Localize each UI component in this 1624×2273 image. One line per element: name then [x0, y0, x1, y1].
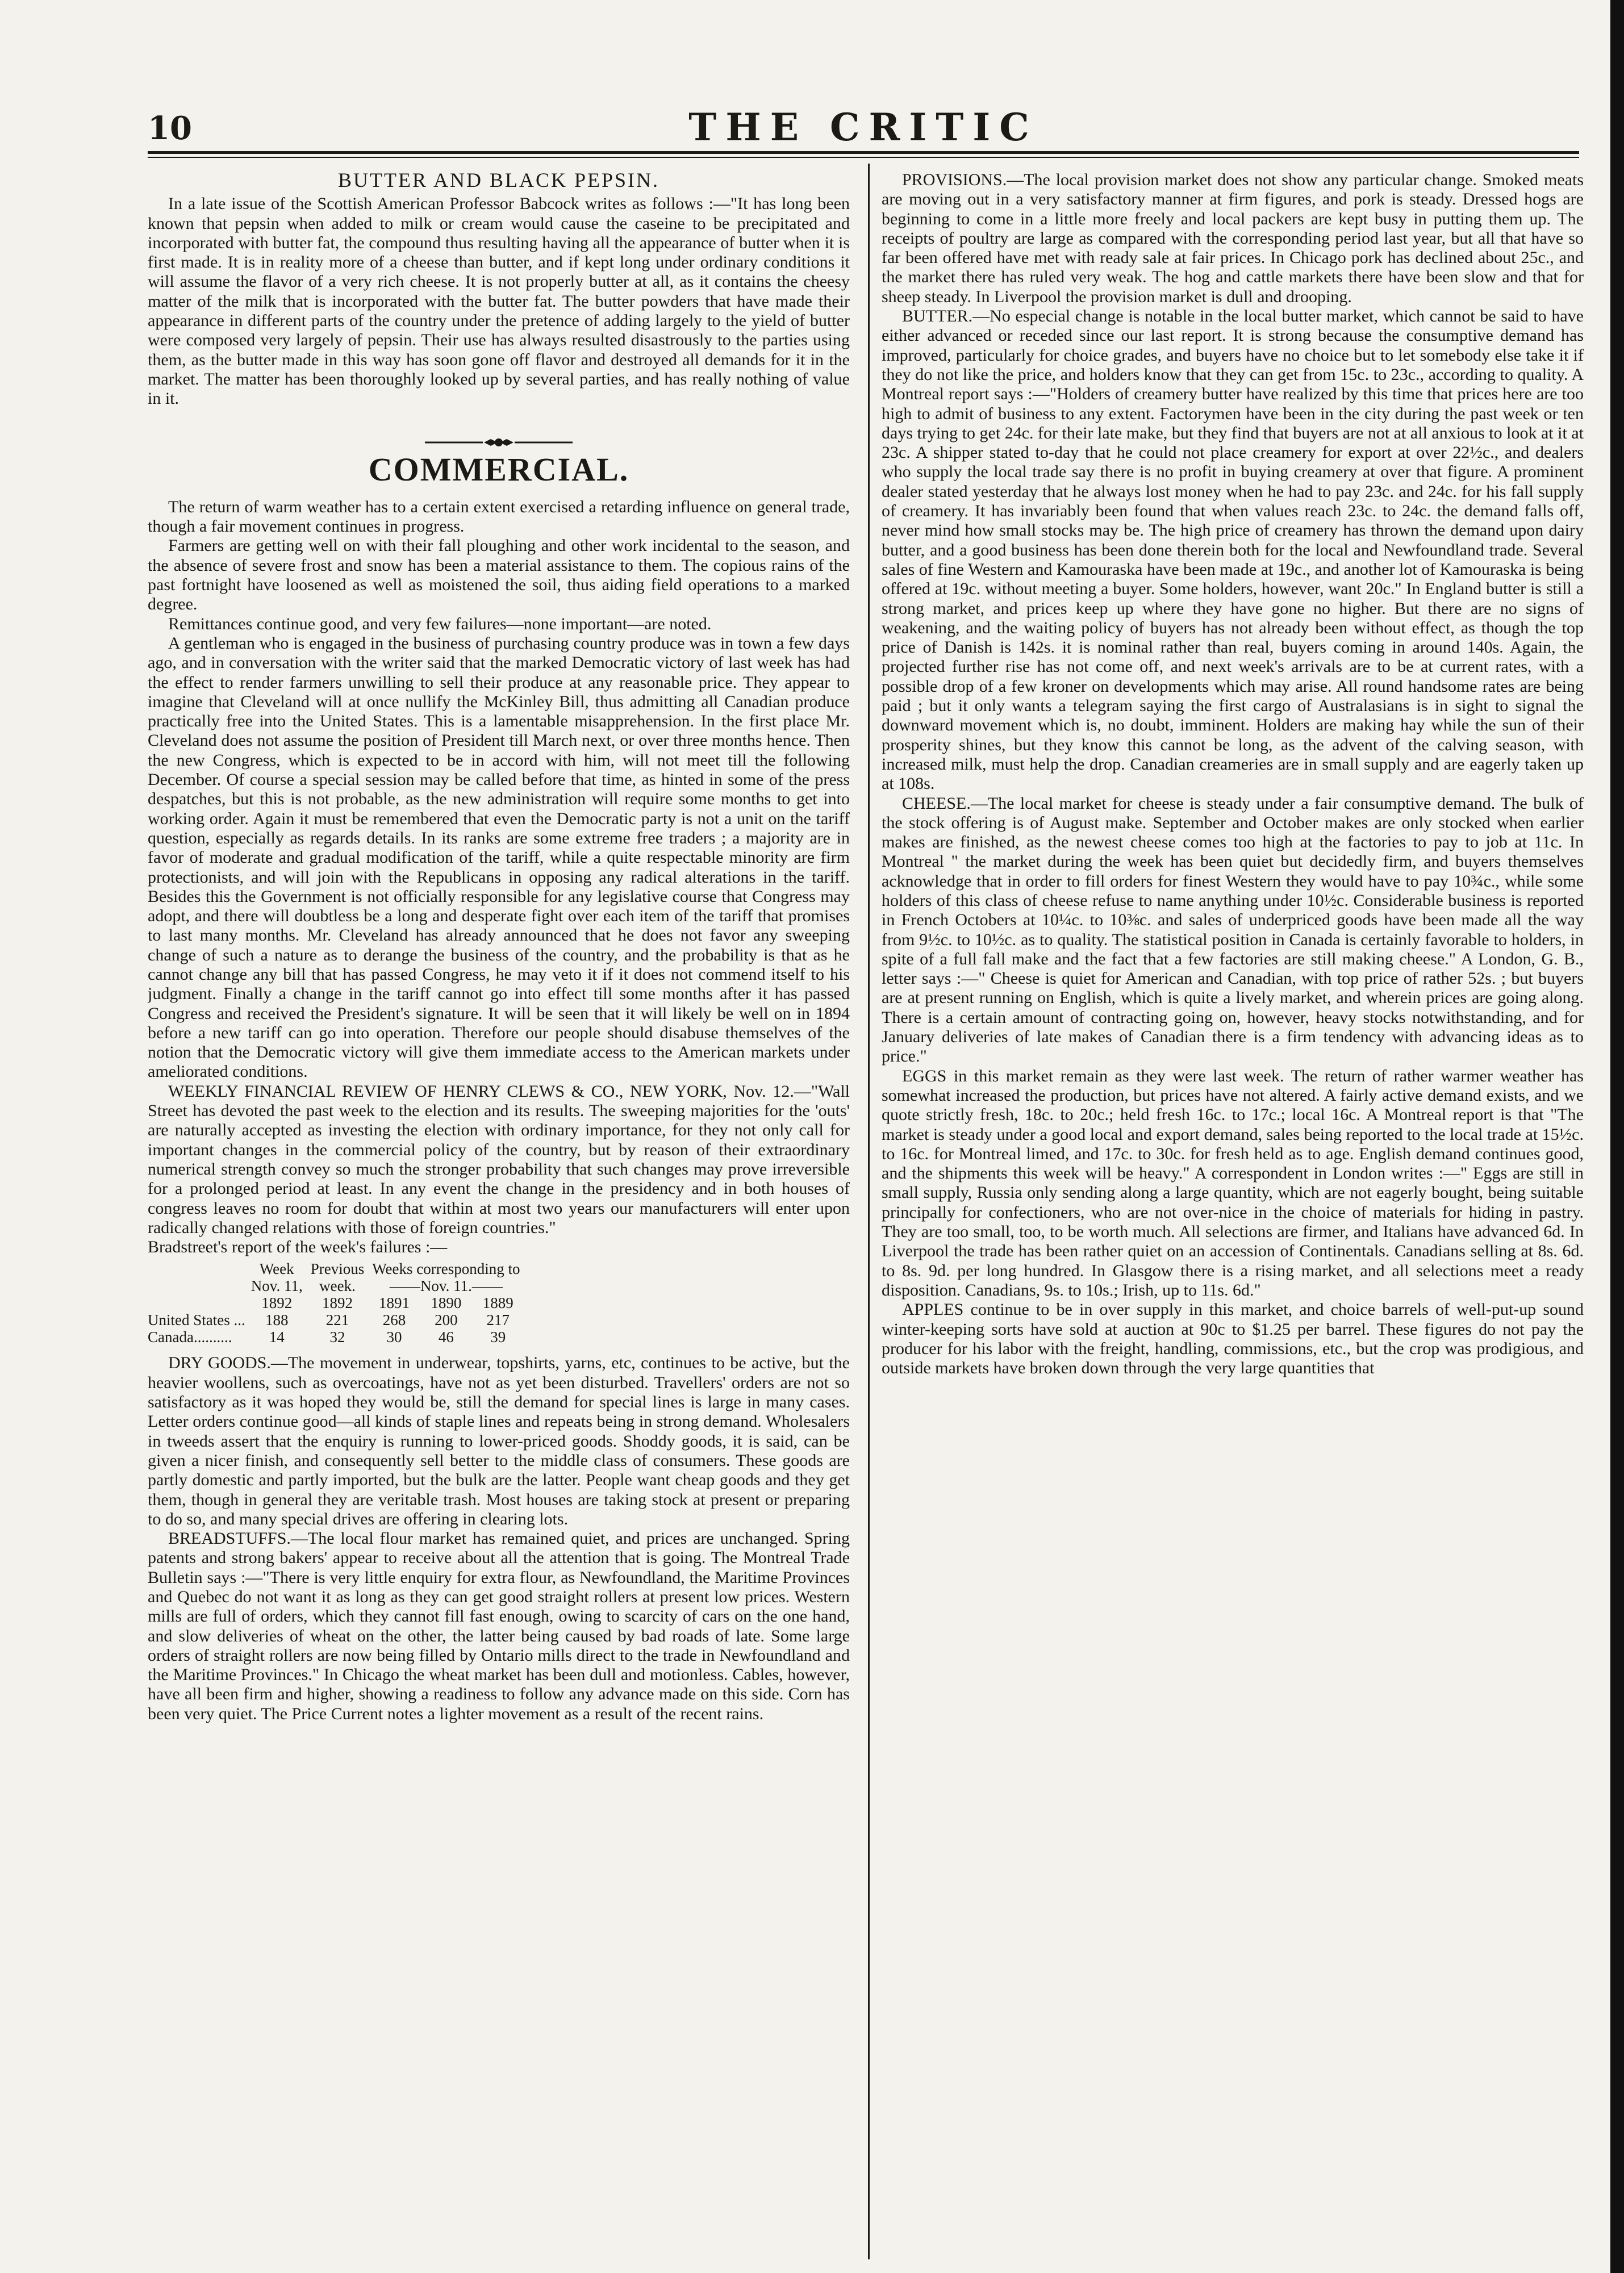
table-cell: Weeks corresponding to	[372, 1260, 520, 1278]
table-cell: 200	[435, 1311, 458, 1329]
failures-table	[148, 1260, 528, 1346]
column-divider	[868, 164, 870, 2259]
table-cell: 1892	[261, 1294, 293, 1312]
article-title: BUTTER AND BLACK PEPSIN.	[337, 170, 660, 191]
table-cell: 46	[438, 1328, 454, 1346]
header-rule-bottom	[148, 157, 1579, 158]
dry-goods-paragraph: DRY GOODS.—The movement in underwear, topshirts, yarns, etc, continues to be active, but the heavier woollens, such as overcoatings, have not as yet been disturbed. Travellers' orders are not so satisfactory as it was hoped they would be, still the demand for special lines is large in many cases. Letter orders continue good—all kinds of staple lines and repeats being in strong demand. Wholesalers in tweeds assert that the enquiry is running to lower-priced goods. Shoddy goods, it is said, can be given a nicer finish, and consequently sell better to the middle class of consumers. These goods are partly domestic and partly imported, but the bulk are the latter. People want cheap goods and they get them, though in general they are veritable trash. Most houses are taking stock at present or preparing to do so, and many special drives are offering in clearing lots.	[148, 1353, 850, 1528]
article-body: In a late issue of the Scottish American Professor Babcock writes as follows :—"It has long been known that pepsin when added to milk or cream would cause the caseine to be precipitated and incorporated with butter fat, the compound thus resulting having all the appearance of butter when it is first made. It is in reality more of a cheese than butter, and if kept long under ordinary conditions it will assume the flavor of a very rich cheese. It is not properly butter at all, as it contains the cheesy matter of the milk that is incorporated with the butter fat. The butter powders that have made their appearance in different parts of the country under the pretence of adding largely to the yield of butter were composed very largely of pepsin. Their use has always resulted disastrously to the parties using them, as the butter made in this way has soon gone off flavor and destroyed all demands for it in the market. The matter has been thoroughly looked up by several parties, and has really nothing of value in it.	[148, 194, 850, 408]
left-column	[148, 170, 850, 2261]
table-cell: 188	[265, 1311, 289, 1329]
table-cell: ——Nov. 11.——	[389, 1277, 503, 1295]
paragraph: Farmers are getting well on with their fall ploughing and other work incidental to the season, and the absence of severe frost and snow has been a material assistance to them. The copious rains of the past fortnight have loosened as well as moistened the soil, thus aiding field operations to a marked degree.	[148, 536, 850, 614]
table-cell: Canada..........	[148, 1328, 232, 1346]
right-column	[882, 170, 1584, 2261]
butter-paragraph: BUTTER.—No especial change is notable in the local butter market, which cannot be said to have either advanced or receded since our last report. It is strong because the consumptive demand has improved, particularly for choice grades, and buyers have no choice but to let somebody else take it if they do not like the price, and holders know that they can get from 15c. to 23c., according to quality. A Montreal report says :—"Holders of creamery butter have realized by this time that prices here are too high to admit of business to any extent. Factorymen have been in the city during the past week or ten days trying to get 24c. for their late make, but they find that buyers are not at all anxious to look at it at 23c. A shipper stated to-day that he could not place creamery for export at over 22½c., and dealers who supply the local trade say there is no profit in buying creamery at over that figure. A prominent dealer stated yesterday that he always lost money when he had to pay 23c. and 24c. for his fall supply of creamery. It has invariably been found that when values reach 23c. to 24c. the demand falls off, never mind how small stocks may be. The high price of creamery has thrown the demand upon dairy butter, and a good business has been done therein both for the local and Newfoundland trade. Several sales of fine Western and Kamouraska have been made at 19c., and another lot of Kamouraska is being offered at 19c. without meeting a buyer. Some holders, however, want 20c." In England butter is still a strong market, and prices keep up where they have gone no higher. But there are no signs of weakening, and the waiting policy of buyers has not already been without effect, as though the top price of Danish is 142s. it is nominal rather than real, buyers coming in around 140s. Again, the projected further rise has not come off, and next week's arrivals are to be at current rates, with a possible drop of a few kroner on developments which may arise. All round handsome rates are being paid ; but it only wants a telegram saying the first cargo of Australasians is in sight to signal the downward movement which is, no doubt, imminent. Holders are making hay while the sun of their prosperity shines, but they know this cannot be long, as the advent of the calving season, with increased milk, must help the drop. Canadian creameries are in small supply and are eagerly taken up at 108s.	[882, 307, 1584, 793]
table-cell: 268	[382, 1311, 406, 1329]
provisions-paragraph: PROVISIONS.—The local provision market does not show any particular change. Smoked meats are moving out in a very satisfactory manner at firm figures, and pork is steady. Dressed hogs are beginning to come in a little more freely and local packers are kept busy in putting them up. The receipts of poultry are large as compared with the corresponding period last year, but all that have so far been offered have met with ready sale at fair prices. In Chicago pork has declined about 25c., and the market there has ruled very weak. The hog and cattle markets there have been slow and that for sheep steady. In Liverpool the provision market is dull and drooping.	[882, 170, 1584, 306]
cheese-paragraph: CHEESE.—The local market for cheese is steady under a fair consumptive demand. The bulk of the stock offering is of August make. September and October makes are only stocked when earlier makes are finished, as the newest cheese comes too high at the factories to pay to job at 11c. In Montreal " the market during the week has been quiet but decidedly firm, and buyers themselves acknowledge that in order to fill orders for finest Western they would have to pay 10¾c., while some holders of this class of cheese refuse to name anything under 10½c. Considerable business is reported in French Octobers at 10¼c. to 10⅜c. and sales of underpriced goods have been made all the way from 9½c. to 10½c. as to quality. The statistical position in Canada is certainly favorable to holders, in spite of a full fall make and the fact that a few factories are still making cheese." A London, G. B., letter says :—" Cheese is quiet for American and Canadian, with top price of rather 52s. ; but buyers are at present running on English, which is quite a lively market, and wherein prices are going along. There is a certain amount of contracting going on, however, heavy stocks notwithstanding, and for January deliveries of late makes of Canadian there is a firm tendency with advancing ideas as to price."	[882, 793, 1584, 1066]
table-cell: Nov. 11,	[251, 1277, 303, 1295]
failures-intro: Bradstreet's report of the week's failures :—	[148, 1238, 448, 1257]
table-cell: Previous	[310, 1260, 365, 1278]
table-cell: 32	[329, 1328, 345, 1346]
breadstuffs-paragraph: BREADSTUFFS.—The local flour market has remained quiet, and prices are unchanged. Spring patents and strong bakers' appear to receive about all the attention that is going. The Montreal Trade Bulletin says :—"There is very little enquiry for extra flour, as Newfoundland, the Maritime Provinces and Quebec do not want it as long as they can get good straight rollers at present low prices. Western mills are full of orders, which they cannot fill fast enough, owing to scarcity of cars on the one hand, and slow deliveries of wheat on the other, the latter being caused by bad roads of late. Some large orders of straight rollers are now being filled by Ontario mills direct to the trade in Newfoundland and the Maritime Provinces." In Chicago the wheat market has been dull and motionless. Cables, however, have all been firm and higher, showing a readiness to follow any advance made on this side. Corn has been very quiet. The Price Current notes a lighter movement as a result of the recent rains.	[148, 1529, 850, 1723]
table-header-row	[148, 1260, 528, 1277]
table-cell: 39	[490, 1328, 506, 1346]
table-cell	[148, 1260, 251, 1277]
paragraph: Remittances continue good, and very few failures—none important—are noted.	[168, 614, 712, 633]
page-number: 10	[148, 110, 192, 147]
table-cell: 221	[325, 1311, 349, 1329]
table-cell: 30	[386, 1328, 402, 1346]
apples-paragraph: APPLES continue to be in over supply in this market, and choice barrels of well-put-up sound winter-keeping sorts have sold at auction at 90c to $1.25 per barrel. These figures do not pay the producer for his labor with the freight, handling, commissions, etc., but the crop was prodigious, and outside markets have broken down through the very large quantities that	[882, 1300, 1584, 1378]
paragraph: WEEKLY FINANCIAL REVIEW OF HENRY CLEWS & CO., NEW YORK, Nov. 12.—"Wall Street has devoted the past week to the election and its results. The sweeping majorities for the 'outs' are naturally accepted as investing the election with ordinary importance, for they not only call for important changes in the commercial policy of the country, but by reason of their extraordinary numerical strength convey so much the stronger probability that such changes may prove irreversible for a prolonged period at least. In any event the change in the presidency and in both houses of congress leaves no room for doubt that within at most two years our manufacturers will enter upon radically changed relations with those of foreign countries."	[148, 1081, 850, 1237]
table-header-row	[148, 1294, 528, 1311]
table-row	[148, 1328, 528, 1346]
table-cell: 1889	[482, 1294, 513, 1312]
table-cell: 1890	[431, 1294, 462, 1312]
table-header-row	[148, 1277, 528, 1294]
paragraph: The return of warm weather has to a certain extent exercised a retarding influence on general trade, though a fair movement continues in progress.	[148, 497, 850, 536]
table-cell: week.	[319, 1277, 356, 1295]
table-cell: 217	[486, 1311, 510, 1329]
table-cell: Week	[259, 1260, 294, 1278]
header-rule-top	[148, 151, 1579, 154]
ornament-divider	[425, 436, 573, 449]
table-cell: 1891	[378, 1294, 410, 1312]
table-cell: United States ...	[148, 1311, 245, 1329]
paragraph: A gentleman who is engaged in the business of purchasing country produce was in town a few days ago, and in conversation with the writer said that the marked Democratic victory of last week has had the effect to render farmers unwilling to sell their produce at any reasonable price. They appear to imagine that Cleveland will at once nullify the McKinley Bill, thus admitting all Canadian produce practically free into the United States. This is a lamentable misapprehension. In the first place Mr. Cleveland does not assume the position of President till March next, or over three months hence. Then the new Congress, which is expected to be in accord with him, will not meet till the following December. Of course a special session may be called before that time, as hinted in some of the press despatches, but this is not probable, as the new administration will require some months to get into working order. Again it must be remembered that even the Democratic party is not a unit on the tariff question, especially as regards details. In its ranks are some extreme free traders ; a majority are in favor of moderate and gradual modification of the tariff, while a quite respectable minority are firm protectionists, and will join with the Republicans in opposing any radical alterations in the tariff. Besides this the Government is not officially responsible for any legislative course that Congress may adopt, and there will doubtless be a long and desperate fight over each item of the tariff that promises to last many months. Mr. Cleveland has already announced that he does not favor any sweeping change of such a nature as to derange the business of the country, and the probability is that as he cannot change any bill that has passed Congress, he may veto it if it does not commend itself to his judgment. Finally a change in the tariff cannot go into effect till some months after it has passed Congress and received the President's signature. It will be seen that it will likely be well on in 1894 before a new tariff can go into operation. Therefore our people should disabuse themselves of the notion that the Democratic victory will give them immediate access to the American markets under ameliorated conditions.	[148, 633, 850, 1081]
page-header	[148, 105, 1579, 151]
table-cell: 14	[269, 1328, 285, 1346]
masthead-title: THE CRITIC	[688, 105, 1038, 149]
table-cell	[148, 1277, 251, 1294]
eggs-paragraph: EGGS in this market remain as they were last week. The return of rather warmer weather has somewhat increased the production, but prices have not altered. A fairly active demand exists, and we quote strictly fresh, 18c. to 20c.; held fresh 16c. to 17c.; local 16c. A Montreal report is that "The market is steady under a good local and export demand, sales being reported to the local trade at 15½c. to 16c. for Montreal limed, and 17c. to 30c. for fresh held as to age. English demand continues good, and the shipments this week will be heavy." A correspondent in London writes :—" Eggs are still in small supply, Russia only sending along a large quantity, which are not eagerly bought, being suitable principally for confectioners, who are not over-nice in the choice of materials for hiding in pastry. They are too small, too, to be worth much. All selections are firmer, and Italians have advanced 6d. In Liverpool the trade has been rather quiet on an accession of Continentals. Canadians selling at 8s. 6d. to 8s. 9d. per long hundred. In Glasgow there is a rising market, and all selections meet a ready disposition. Canadians, 9s. to 10s.; Irish, up to 11s. 6d."	[882, 1066, 1584, 1300]
table-row	[148, 1311, 528, 1328]
table-cell	[148, 1294, 251, 1311]
section-title: COMMERCIAL.	[368, 450, 629, 488]
table-cell: 1892	[322, 1294, 353, 1312]
page-edge-shadow	[1610, 0, 1624, 2273]
